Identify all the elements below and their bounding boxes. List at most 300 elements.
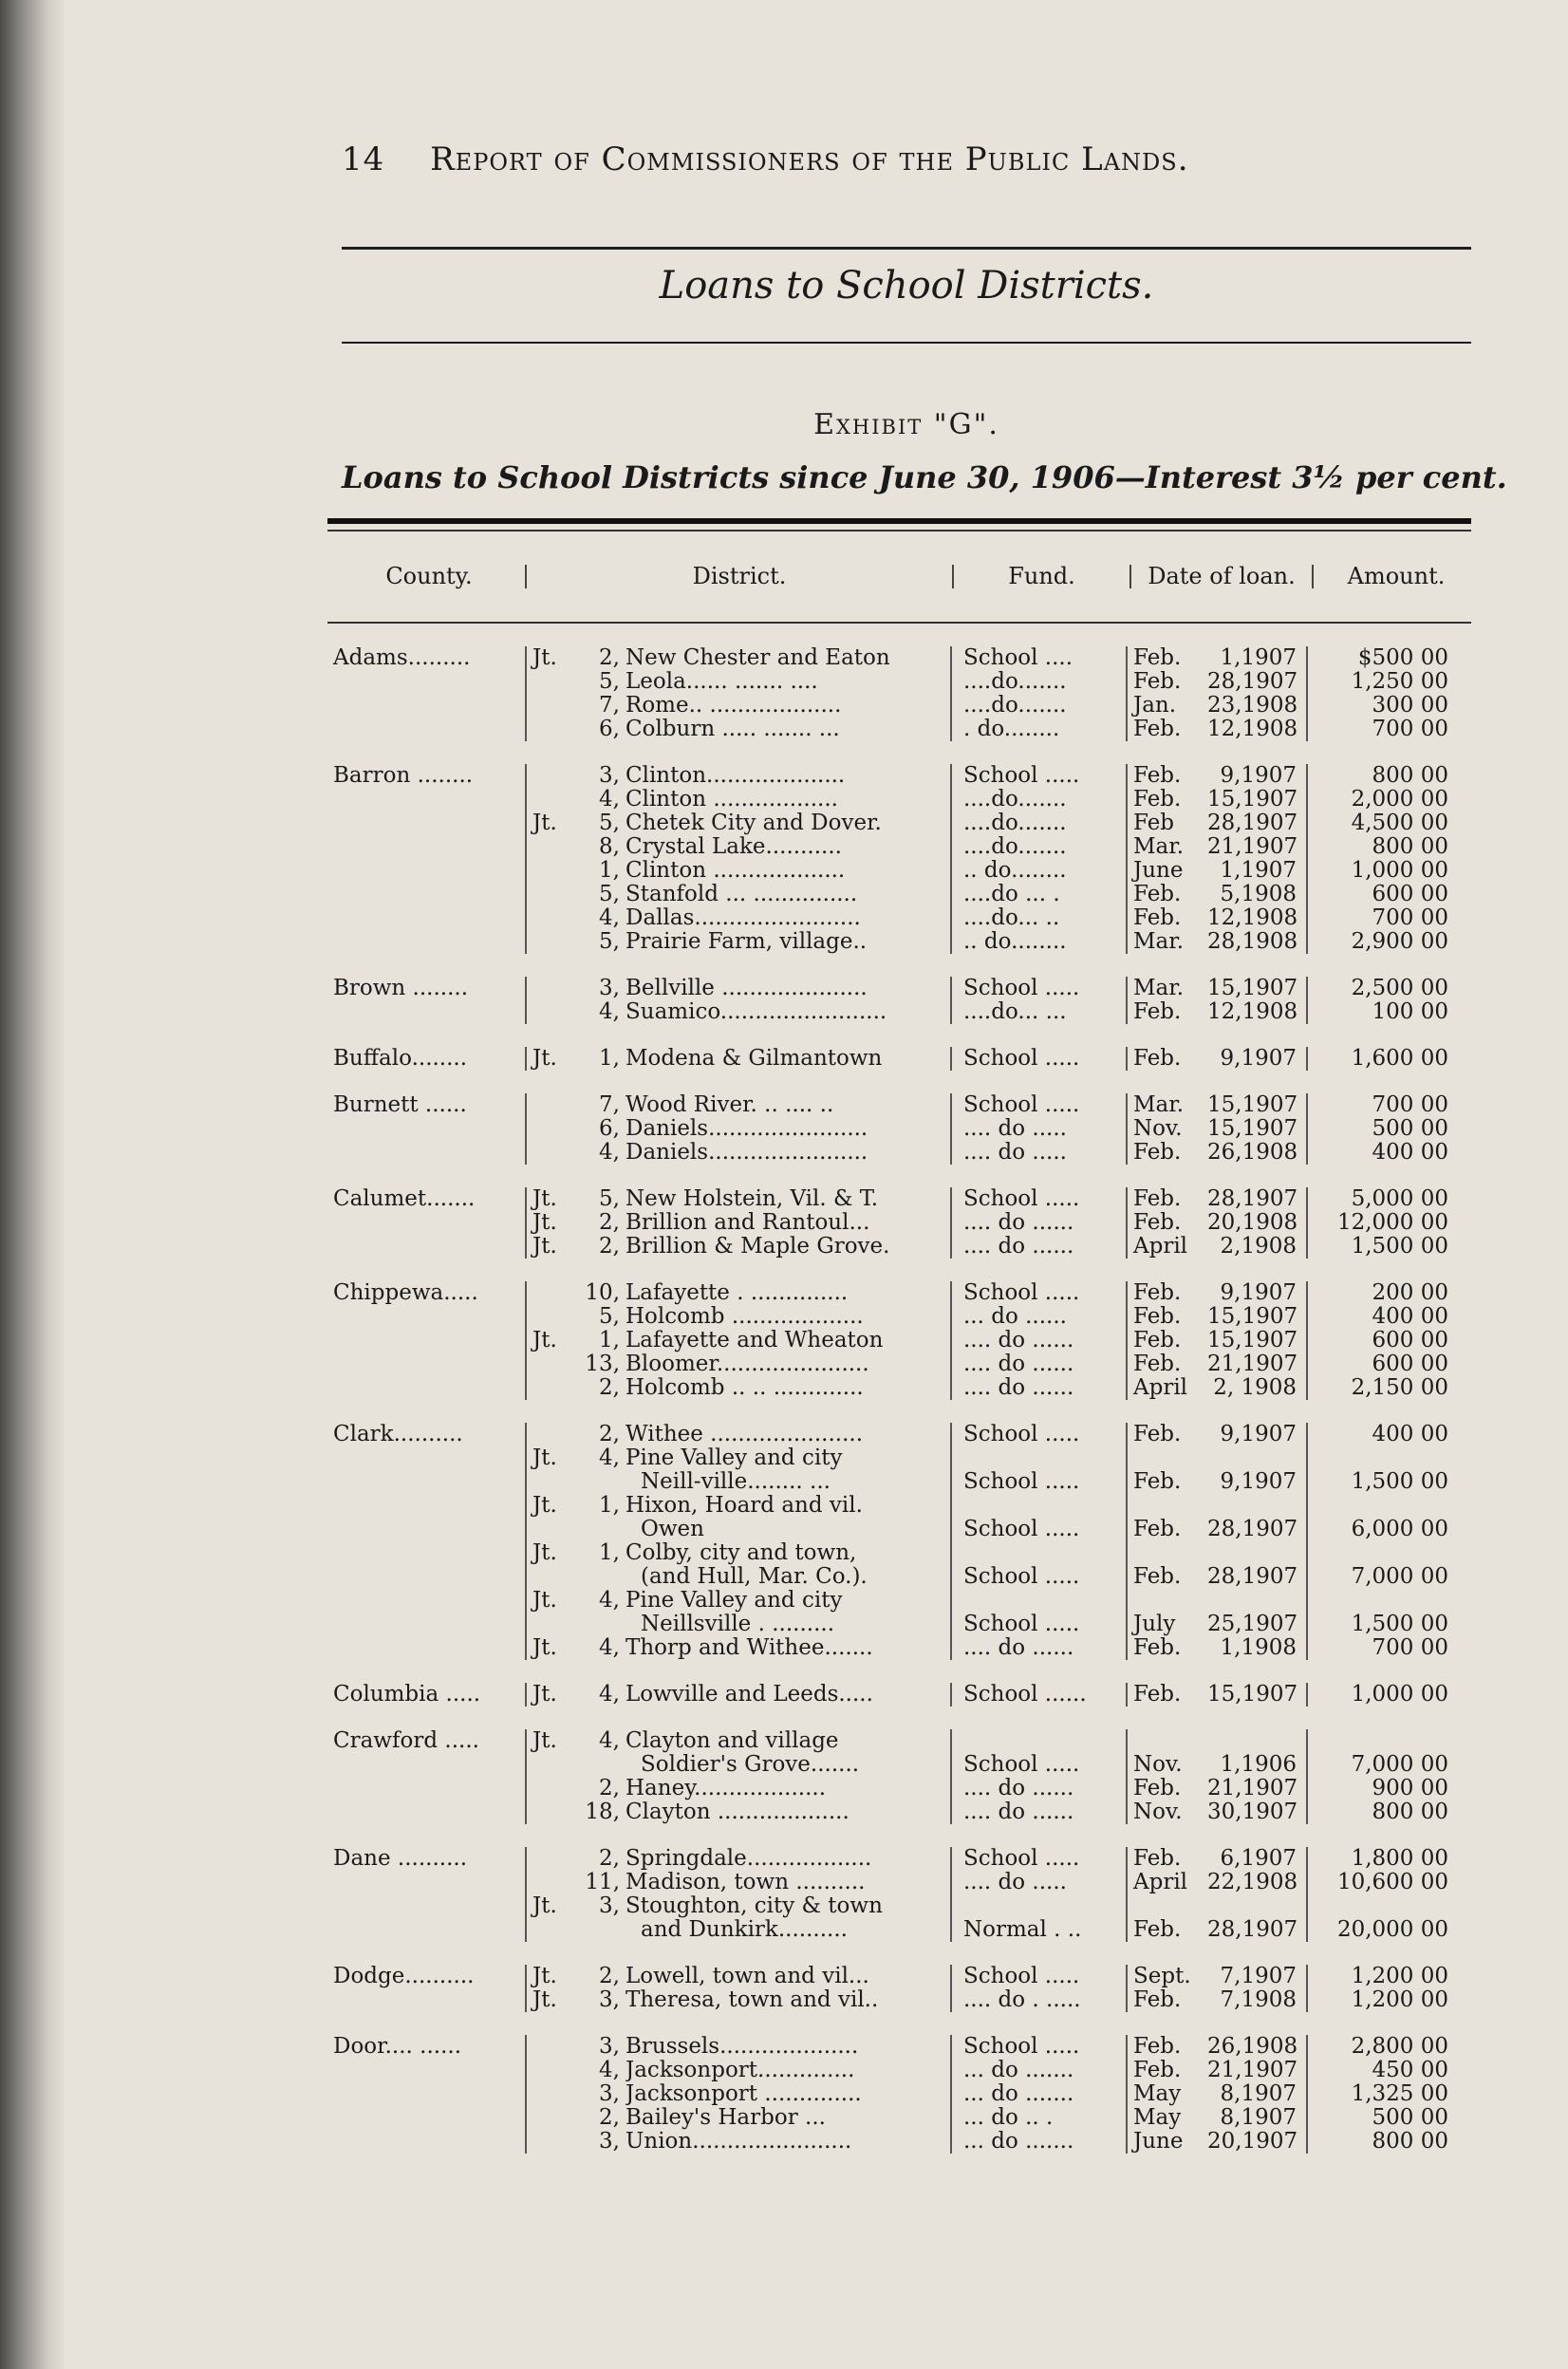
header-county: County.: [385, 563, 473, 589]
loan-day-year: 25,1907: [1207, 1612, 1298, 1636]
amount-cell: 900 00: [1306, 1777, 1471, 1800]
district-name: [625, 694, 950, 718]
date-cell: [1126, 883, 1306, 906]
joint-marker: [532, 1352, 570, 1376]
district-number: 3,: [599, 764, 620, 788]
county-name: Brown ........: [333, 977, 469, 1000]
loan-month: Feb.: [1133, 646, 1182, 670]
table-row: [525, 1541, 1471, 1589]
loan-day-year: 5,1908: [1220, 883, 1297, 906]
district-cell: [525, 1117, 950, 1141]
date-cell: [1126, 1636, 1306, 1660]
table-row: [525, 1847, 1471, 1871]
joint-marker: Jt.: [532, 1589, 557, 1613]
loans-table: [327, 518, 1471, 2176]
district-name: [625, 1589, 950, 1636]
district-number: 3,: [599, 2082, 620, 2106]
date-cell: [1126, 1894, 1306, 1942]
district-number: 2,: [599, 1211, 620, 1235]
district-number: 6,: [599, 718, 620, 741]
section-title: Loans to School Districts.: [659, 264, 1154, 308]
district-name-line1: Withee ......................: [625, 1423, 864, 1446]
district-name: [625, 1281, 950, 1305]
date-cell: [1126, 1187, 1306, 1211]
district-name-line1: Daniels.......................: [625, 1141, 868, 1165]
table-row: [525, 1589, 1471, 1636]
county-name: Dane ..........: [333, 1847, 467, 1871]
joint-marker: [532, 1117, 570, 1141]
district-number: 6,: [599, 1117, 620, 1141]
loan-month: Nov.: [1133, 1752, 1183, 1777]
fund-cell: School .....: [950, 1847, 1126, 1871]
fund-cell: ....do.......: [950, 835, 1126, 859]
district-number: 7,: [599, 1093, 620, 1117]
district-cell: [525, 718, 950, 741]
district-cell: [525, 1871, 950, 1894]
loan-month: Feb.: [1133, 1000, 1182, 1024]
joint-marker: Jt.: [532, 811, 557, 835]
amount-cell: 1,000 00: [1306, 859, 1471, 883]
loan-day-year: 21,1907: [1207, 1352, 1298, 1376]
fund-cell: .... do ......: [950, 1800, 1126, 1824]
loan-day-year: 22,1908: [1207, 1871, 1298, 1894]
header-rule: [342, 247, 1471, 250]
date-cell: [1126, 718, 1306, 741]
fund-cell: School .....: [950, 1093, 1126, 1117]
joint-marker: [532, 1281, 570, 1305]
district-name-line1: Lowell, town and vil...: [625, 1965, 869, 1988]
header-date: Date of loan.: [1129, 565, 1312, 588]
amount-cell: 20,000 00: [1306, 1894, 1471, 1942]
district-cell: [525, 788, 950, 811]
county-name: Calumet.......: [333, 1187, 476, 1211]
header-district: District.: [525, 565, 952, 588]
district-cell: [525, 1988, 950, 2012]
district-cell: [525, 1894, 950, 1942]
joint-marker: Jt.: [532, 1329, 557, 1352]
table-top-rule: [327, 518, 1471, 524]
county-group: [327, 1047, 1471, 1071]
district-cell: [525, 1446, 950, 1494]
district-number: 18,: [585, 1800, 620, 1824]
loan-day-year: 9,1907: [1220, 764, 1297, 788]
joint-marker: [532, 1423, 570, 1446]
county-group: [327, 1729, 1471, 1824]
amount-cell: 800 00: [1306, 835, 1471, 859]
county-name: Columbia .....: [333, 1683, 481, 1707]
district-name-line2: Owen: [641, 1517, 704, 1541]
table-row: [525, 788, 1471, 811]
amount-cell: 1,200 00: [1306, 1988, 1471, 2012]
date-cell: [1126, 2035, 1306, 2059]
county-name: Burnett ......: [333, 1093, 467, 1117]
district-name: [625, 1235, 950, 1259]
fund-cell: School .....: [950, 1446, 1126, 1494]
table-row: [525, 1281, 1471, 1305]
amount-cell: 400 00: [1306, 1423, 1471, 1446]
joint-marker: Jt.: [532, 1446, 557, 1470]
district-name: [625, 670, 950, 694]
loan-day-year: 28,1907: [1207, 670, 1298, 694]
district-name-line2: and Dunkirk..........: [641, 1917, 848, 1942]
district-name-line1: Madison, town ..........: [625, 1871, 866, 1894]
fund-cell: Normal . ..: [950, 1894, 1126, 1942]
district-cell: [525, 1589, 950, 1636]
joint-marker: [532, 977, 570, 1000]
district-name: [625, 1352, 950, 1376]
district-number: 5,: [599, 1305, 620, 1329]
district-name-line1: Stoughton, city & town: [625, 1894, 883, 1918]
amount-cell: 4,500 00: [1306, 811, 1471, 835]
loan-day-year: 9,1907: [1220, 1047, 1297, 1071]
section-rule: [342, 342, 1471, 344]
district-cell: [525, 2130, 950, 2154]
district-name-line1: Haney...................: [625, 1777, 827, 1800]
fund-cell: School .....: [950, 764, 1126, 788]
amount-cell: 800 00: [1306, 764, 1471, 788]
district-name-line1: Pine Valley and city: [625, 1446, 843, 1470]
loan-month: Feb.: [1133, 1988, 1182, 2012]
table-row: [525, 646, 1471, 670]
date-cell: [1126, 1329, 1306, 1352]
loan-month: April: [1133, 1376, 1188, 1400]
district-number: 2,: [599, 1847, 620, 1871]
exhibit-label: Exhibit "G".: [813, 408, 999, 441]
loan-month: Feb.: [1133, 1423, 1182, 1446]
date-cell: [1126, 670, 1306, 694]
loan-day-year: 21,1907: [1207, 1777, 1298, 1800]
table-row: [525, 977, 1471, 1000]
district-name: [625, 1729, 950, 1777]
amount-cell: 1,600 00: [1306, 1047, 1471, 1071]
district-name-line1: New Holstein, Vil. & T.: [625, 1187, 879, 1211]
page-number: 14: [342, 140, 385, 178]
district-cell: [525, 1235, 950, 1259]
fund-cell: ....do ... .: [950, 883, 1126, 906]
district-name-line1: Union.......................: [625, 2130, 852, 2154]
joint-marker: [532, 694, 570, 718]
date-cell: [1126, 1729, 1306, 1777]
district-number: 13,: [585, 1352, 620, 1376]
district-name: [625, 764, 950, 788]
fund-cell: ....do... ..: [950, 906, 1126, 930]
date-cell: [1126, 1281, 1306, 1305]
table-row: [525, 1423, 1471, 1446]
joint-marker: Jt.: [532, 1494, 557, 1518]
table-row: [525, 2035, 1471, 2059]
fund-cell: .. do........: [950, 859, 1126, 883]
district-number: 4,: [599, 1683, 620, 1707]
fund-cell: School ....: [950, 646, 1126, 670]
district-name: [625, 930, 950, 954]
district-number: 2,: [599, 1235, 620, 1259]
district-name-line1: Colby, city and town,: [625, 1541, 857, 1565]
county-name: Barron ........: [333, 764, 474, 788]
county-name: Dodge..........: [333, 1965, 475, 1988]
district-cell: [525, 1047, 950, 1071]
loan-month: Feb.: [1133, 1636, 1182, 1660]
district-cell: [525, 694, 950, 718]
date-cell: [1126, 1235, 1306, 1259]
joint-marker: [532, 2082, 570, 2106]
district-name-line1: Lafayette and Wheaton: [625, 1329, 884, 1352]
district-number: 3,: [599, 2130, 620, 2154]
table-row: [525, 1329, 1471, 1352]
date-cell: [1126, 1589, 1306, 1636]
district-name: [625, 1093, 950, 1117]
loan-day-year: 9,1907: [1220, 1469, 1297, 1494]
district-cell: [525, 1305, 950, 1329]
district-cell: [525, 1847, 950, 1871]
loan-month: Feb.: [1133, 2035, 1182, 2059]
joint-marker: [532, 1000, 570, 1024]
loan-month: Feb.: [1133, 1352, 1182, 1376]
table-row: [525, 2130, 1471, 2154]
district-number: 5,: [599, 1187, 620, 1211]
amount-cell: 6,000 00: [1306, 1494, 1471, 1541]
county-group: [327, 977, 1471, 1024]
amount-cell: 700 00: [1306, 718, 1471, 741]
joint-marker: [532, 1777, 570, 1800]
district-name: [625, 1047, 950, 1071]
joint-marker: Jt.: [532, 1965, 557, 1988]
date-cell: [1126, 2130, 1306, 2154]
loan-day-year: 28,1907: [1207, 1517, 1298, 1541]
loan-month: Feb.: [1133, 788, 1182, 811]
district-name: [625, 906, 950, 930]
date-cell: [1126, 1494, 1306, 1541]
loan-day-year: 21,1907: [1207, 2059, 1298, 2082]
amount-cell: 1,200 00: [1306, 1965, 1471, 1988]
district-name-line1: Brussels....................: [625, 2035, 859, 2059]
loan-day-year: 15,1907: [1207, 1093, 1298, 1117]
district-cell: [525, 1093, 950, 1117]
district-number: 3,: [599, 1988, 620, 2012]
district-name-line2: Neillsville . .........: [641, 1612, 835, 1636]
joint-marker: [532, 1305, 570, 1329]
county-name: Buffalo........: [333, 1047, 468, 1071]
amount-cell: 1,500 00: [1306, 1235, 1471, 1259]
loan-day-year: 9,1907: [1220, 1423, 1297, 1446]
district-name: [625, 2130, 950, 2154]
joint-marker: [532, 1376, 570, 1400]
loan-day-year: 1,1906: [1220, 1752, 1297, 1777]
district-name: [625, 1988, 950, 2012]
district-name: [625, 1423, 950, 1446]
date-cell: [1126, 2059, 1306, 2082]
amount-cell: 300 00: [1306, 694, 1471, 718]
district-cell: [525, 2035, 950, 2059]
date-cell: [1126, 1988, 1306, 2012]
district-name-line1: Holcomb .. .. .............: [625, 1376, 864, 1400]
district-name: [625, 1636, 950, 1660]
district-name: [625, 1494, 950, 1541]
date-cell: [1126, 694, 1306, 718]
county-name: Door.... ......: [333, 2035, 462, 2059]
table-row: [525, 1800, 1471, 1824]
district-cell: [525, 1352, 950, 1376]
loan-day-year: 1,1907: [1220, 646, 1297, 670]
district-number: 4,: [599, 1729, 620, 1753]
loan-month: Feb.: [1133, 1211, 1182, 1235]
amount-cell: 450 00: [1306, 2059, 1471, 2082]
district-cell: [525, 1141, 950, 1165]
county-group: [327, 1683, 1471, 1707]
table-row: [525, 1988, 1471, 2012]
amount-cell: 12,000 00: [1306, 1211, 1471, 1235]
loan-month: Feb.: [1133, 1683, 1182, 1707]
district-name: [625, 1329, 950, 1352]
loan-month: Feb.: [1133, 1469, 1182, 1494]
table-row: [525, 1047, 1471, 1071]
amount-cell: 10,600 00: [1306, 1871, 1471, 1894]
loan-month: Mar.: [1133, 930, 1185, 954]
district-cell: [525, 1541, 950, 1589]
date-cell: [1126, 1847, 1306, 1871]
district-number: 2,: [599, 1376, 620, 1400]
district-name: [625, 2082, 950, 2106]
table-row: [525, 694, 1471, 718]
date-cell: [1126, 1541, 1306, 1589]
table-row: [525, 1305, 1471, 1329]
table-row: [525, 1376, 1471, 1400]
loan-month: May: [1133, 2106, 1182, 2130]
district-name: [625, 1800, 950, 1824]
date-cell: [1126, 1000, 1306, 1024]
district-name: [625, 2059, 950, 2082]
district-name: [625, 1871, 950, 1894]
loan-day-year: 15,1907: [1207, 977, 1298, 1000]
amount-cell: 700 00: [1306, 1093, 1471, 1117]
table-row: [525, 1894, 1471, 1942]
header-amount: Amount.: [1312, 565, 1479, 588]
district-name: [625, 1847, 950, 1871]
amount-cell: $500 00: [1306, 646, 1471, 670]
loan-month: Nov.: [1133, 1800, 1183, 1824]
loan-month: Feb.: [1133, 1187, 1182, 1211]
district-name-line1: Clayton ...................: [625, 1800, 849, 1824]
district-number: 3,: [599, 2035, 620, 2059]
joint-marker: [532, 1093, 570, 1117]
district-number: 8,: [599, 835, 620, 859]
amount-cell: 2,150 00: [1306, 1376, 1471, 1400]
amount-cell: 800 00: [1306, 1800, 1471, 1824]
loan-day-year: 28,1908: [1207, 930, 1298, 954]
district-name: [625, 811, 950, 835]
fund-cell: .... do ......: [950, 1211, 1126, 1235]
table-row: [525, 670, 1471, 694]
joint-marker: [532, 2035, 570, 2059]
date-cell: [1126, 1093, 1306, 1117]
fund-cell: .... do .....: [950, 1141, 1126, 1165]
loan-month: Feb.: [1133, 1847, 1182, 1871]
district-cell: [525, 1329, 950, 1352]
district-name-line2: Soldier's Grove.......: [641, 1752, 860, 1777]
district-name: [625, 835, 950, 859]
loan-month: Feb.: [1133, 764, 1182, 788]
district-cell: [525, 2082, 950, 2106]
amount-cell: 400 00: [1306, 1141, 1471, 1165]
district-number: 4,: [599, 788, 620, 811]
joint-marker: [532, 670, 570, 694]
loan-day-year: 1,1907: [1220, 859, 1297, 883]
amount-cell: 1,500 00: [1306, 1589, 1471, 1636]
loan-day-year: 15,1907: [1207, 788, 1298, 811]
date-cell: [1126, 1800, 1306, 1824]
amount-cell: 800 00: [1306, 2130, 1471, 2154]
loan-month: April: [1133, 1871, 1188, 1894]
loan-month: Feb.: [1133, 1141, 1182, 1165]
fund-cell: ....do.......: [950, 694, 1126, 718]
district-name-line1: Brillion & Maple Grove.: [625, 1235, 890, 1259]
amount-cell: 600 00: [1306, 883, 1471, 906]
district-name-line1: Theresa, town and vil..: [625, 1988, 879, 2012]
district-cell: [525, 670, 950, 694]
district-name: [625, 646, 950, 670]
joint-marker: [532, 2106, 570, 2130]
district-cell: [525, 1211, 950, 1235]
district-name-line1: Jacksonport ..............: [625, 2082, 862, 2106]
fund-cell: ... do .......: [950, 2082, 1126, 2106]
district-number: 4,: [599, 1000, 620, 1024]
table-row: [525, 1093, 1471, 1117]
date-cell: [1126, 1117, 1306, 1141]
table-row: [525, 1729, 1471, 1777]
loan-month: Feb.: [1133, 2059, 1182, 2082]
district-number: 2,: [599, 1965, 620, 1988]
loan-month: June: [1133, 2130, 1184, 2154]
joint-marker: [532, 1141, 570, 1165]
district-name: [625, 718, 950, 741]
table-row: [525, 1446, 1471, 1494]
joint-marker: [532, 930, 570, 954]
joint-marker: [532, 764, 570, 788]
county-name: Chippewa.....: [333, 1281, 478, 1305]
date-cell: [1126, 977, 1306, 1000]
joint-marker: [532, 718, 570, 741]
loan-day-year: 9,1907: [1220, 1281, 1297, 1305]
district-name-line1: Springdale..................: [625, 1847, 872, 1871]
district-name: [625, 1777, 950, 1800]
district-cell: [525, 1187, 950, 1211]
district-cell: [525, 811, 950, 835]
district-name: [625, 2035, 950, 2059]
loan-month: May: [1133, 2082, 1182, 2106]
loan-day-year: 20,1908: [1207, 1211, 1298, 1235]
amount-cell: 5,000 00: [1306, 1187, 1471, 1211]
joint-marker: [532, 2059, 570, 2082]
loan-day-year: 8,1907: [1220, 2082, 1297, 2106]
loan-month: Feb.: [1133, 1564, 1182, 1589]
book-gutter: [0, 0, 66, 2369]
district-number: 5,: [599, 930, 620, 954]
amount-cell: 600 00: [1306, 1352, 1471, 1376]
county-group: [327, 1847, 1471, 1942]
district-cell: [525, 1000, 950, 1024]
date-cell: [1126, 2082, 1306, 2106]
loan-day-year: 15,1907: [1207, 1305, 1298, 1329]
district-name: [625, 1305, 950, 1329]
loan-day-year: 12,1908: [1207, 1000, 1298, 1024]
loan-day-year: 12,1908: [1207, 718, 1298, 741]
table-body: [327, 624, 1471, 2176]
district-number: 1,: [599, 1494, 620, 1518]
table-row: [525, 906, 1471, 930]
date-cell: [1126, 906, 1306, 930]
loan-day-year: 30,1907: [1207, 1800, 1298, 1824]
district-number: 10,: [585, 1281, 620, 1305]
date-cell: [1126, 859, 1306, 883]
